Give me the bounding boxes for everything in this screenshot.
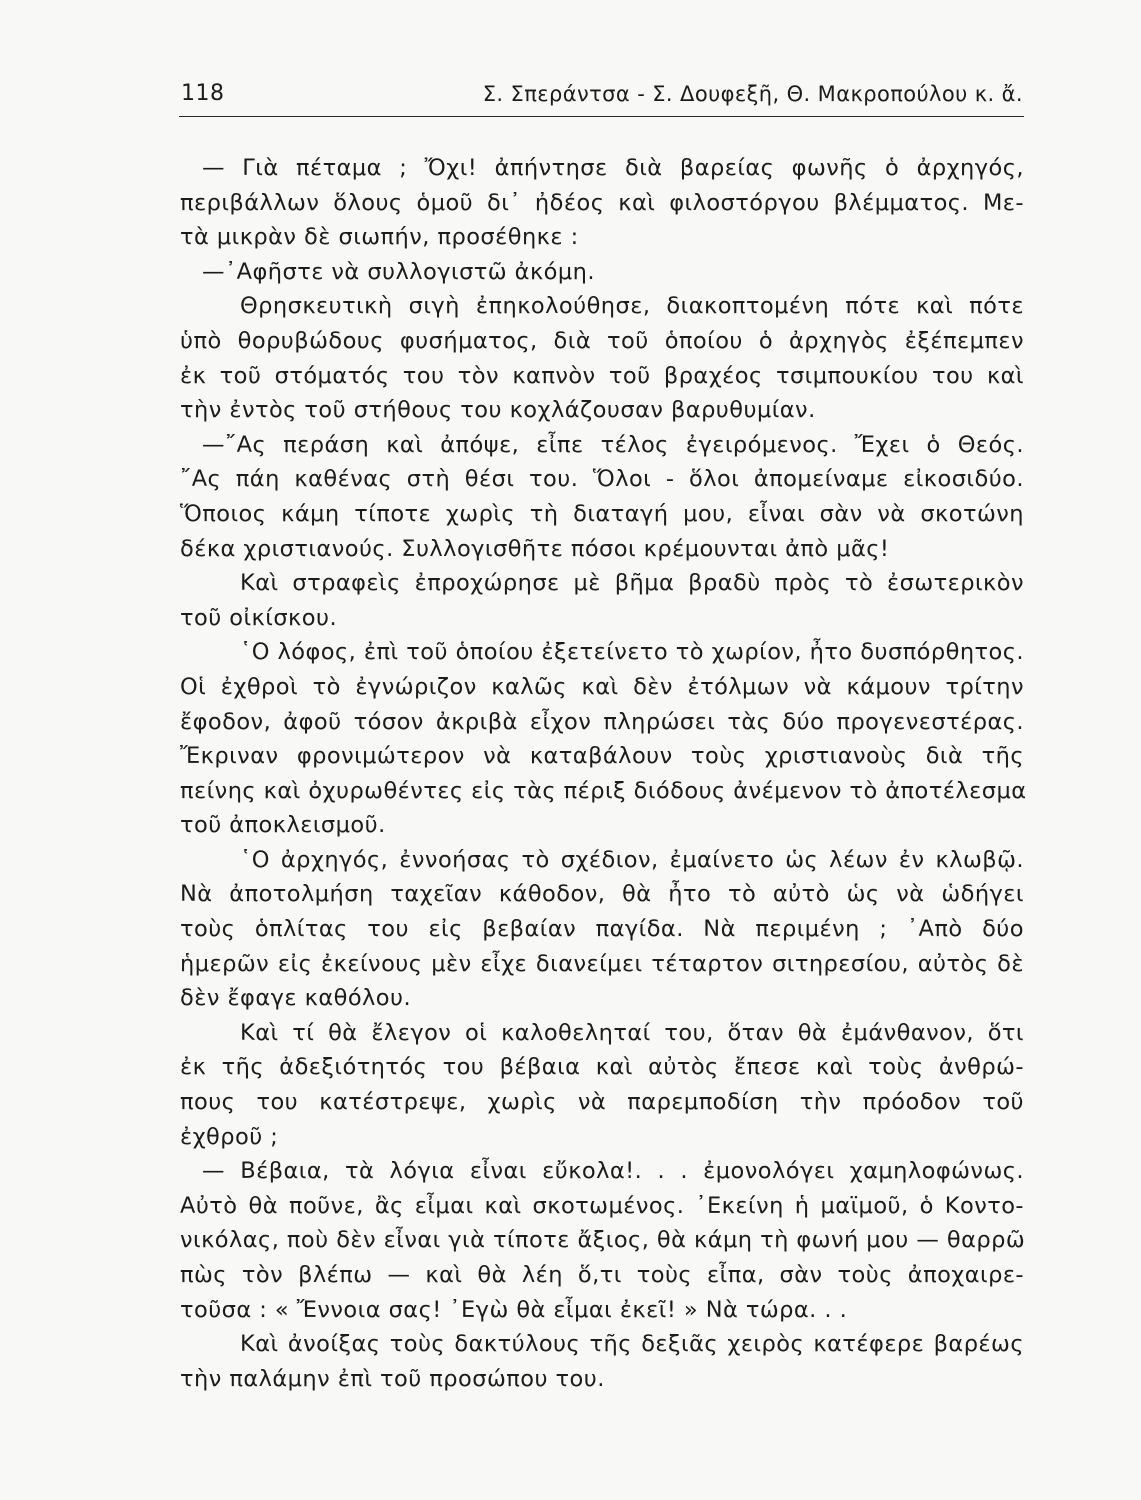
body-text (180, 151, 1027, 1396)
running-head: Σ. Σπεράντσα - Σ. Δουφεξῆ, Θ. Μακροπούλου κ. ἄ. (482, 82, 1023, 106)
text-line: πείνης καὶ ὀχυρωθέντες εἰς τὰς πέριξ διόδους ἀνέμενον τὸ ἀποτέλεσμα (180, 777, 1027, 804)
text-line: πὼς τὸν βλέπω — καὶ θὰ λέη ὅ,τι τοὺς εἶπα, σὰν τοὺς ἀποχαιρε- (180, 1262, 1024, 1288)
text-line: δέκα χριστιανούς. Συλλογισθῆτε πόσοι κρέμουνται ἀπὸ μᾶς! (180, 535, 890, 562)
text-line: ἐκ τοῦ στόματός του τὸν καπνὸν τοῦ βραχέος τσιμπουκίου του καὶ (180, 362, 1024, 389)
text-line: τοῦ οἰκίσκου. (180, 604, 338, 631)
text-line: Καὶ ἀνοίξας τοὺς δακτύλους τῆς δεξιᾶς χειρὸς κατέφερε βαρέως (240, 1331, 1024, 1358)
page-header (181, 80, 1023, 114)
text-line: τὴν ἐντὸς τοῦ στήθους του κοχλάζουσαν βαρυθυμίαν. (180, 397, 816, 424)
text-line: Αὐτὸ θὰ ποῦνε, ἂς εἶμαι καὶ σκοτωμένος. ᾽Εκείνη ἡ μαϊμοῦ, ὁ Κοντο- (180, 1192, 1024, 1219)
text-line: τὴν παλάμην ἐπὶ τοῦ προσώπου του. (180, 1365, 605, 1392)
text-line: τοῦ ἀποκλεισμοῦ. (180, 812, 386, 839)
text-line: δὲν ἔφαγε καθόλου. (180, 985, 412, 1012)
text-line: ἐκ τῆς ἀδεξιότητός του βέβαια καὶ αὐτὸς ἔπεσε καὶ τοὺς ἀνθρώ- (180, 1054, 1024, 1081)
text-line: — Βέβαια, τὰ λόγια εἶναι εὔκολα!. . . ἐμονολόγει χαμηλοφώνως. (202, 1158, 1024, 1185)
page-number: 118 (181, 81, 225, 106)
text-line: ἐχθροῦ ; (180, 1123, 279, 1150)
text-line: τοὺς ὁπλίτας του εἰς βεβαίαν παγίδα. Νὰ περιμένη ; ᾽Απὸ δύο (180, 916, 1024, 943)
text-line: ὑπὸ θορυβώδους φυσήματος, διὰ τοῦ ὁποίου ὁ ἀρχηγὸς ἐξέπεμπεν (180, 327, 1024, 354)
text-line: Νὰ ἀποτολμήση ταχεῖαν κάθοδον, θὰ ἦτο τὸ αὐτὸ ὡς νὰ ὡδήγει (180, 881, 1024, 908)
text-line: ἔφοδον, ἀφοῦ τόσον ἀκριβὰ εἶχον πληρώσει τὰς δύο προγενεστέρας. (180, 708, 1024, 735)
text-line: πους του κατέστρεψε, χωρὶς νὰ παρεμποδίση τὴν πρόοδον τοῦ (180, 1089, 1024, 1116)
text-line: νικόλας, ποὺ δὲν εἶναι γιὰ τίποτε ἄξιος, θὰ κάμη τὴ φωνή μου — θαρρῶ (180, 1227, 1026, 1254)
text-line: Ὅποιος κάμη τίποτε χωρὶς τὴ διαταγή μου, εἶναι σὰν νὰ σκοτώνη (180, 500, 1024, 527)
header-rule (179, 116, 1024, 117)
text-line: τοῦσα : « Ἔννοια σας! ᾽Εγὼ θὰ εἶμαι ἐκεῖ! » Νὰ τώρα. . . (180, 1296, 848, 1323)
text-line: τὰ μικρὰν δὲ σιωπήν, προσέθηκε : (180, 224, 579, 251)
text-line: περιβάλλων ὅλους ὁμοῦ δι᾽ ἠδέος καὶ φιλοστόργου βλέμματος. Με- (180, 189, 1024, 216)
text-line: ἡμερῶν εἰς ἐκείνους μὲν εἶχε διανείμει τέταρτον σιτηρεσίου, αὐτὸς δὲ (180, 950, 1024, 977)
text-line: ῎Ας πάη καθένας στὴ θέσι του. Ὅλοι - ὅλοι ἀπομείναμε εἰκοσιδύο. (180, 466, 1024, 493)
text-line: Θρησκευτικὴ σιγὴ ἐπηκολούθησε, διακοπτομένη πότε καὶ πότε (240, 293, 1024, 320)
text-line: —῎Ας περάση καὶ ἀπόψε, εἶπε τέλος ἐγειρόμενος. Ἔχει ὁ Θεός. (202, 431, 1024, 458)
text-line: Καὶ τί θὰ ἔλεγον οἱ καλοθεληταί του, ὅταν θὰ ἐμάνθανον, ὅτι (240, 1019, 1024, 1046)
text-line: ῾Ο λόφος, ἐπὶ τοῦ ὁποίου ἐξετείνετο τὸ χωρίον, ἦτο δυσπόρθητος. (240, 639, 1024, 666)
text-line: Ἔκριναν φρονιμώτερον νὰ καταβάλουν τοὺς χριστιανοὺς διὰ τῆς (180, 743, 1024, 770)
text-line: Οἱ ἐχθροὶ τὸ ἐγνώριζον καλῶς καὶ δὲν ἐτόλμων νὰ κάμουν τρίτην (180, 673, 1024, 700)
text-line: — Γιὰ πέταμα ; Ὄχι! ἀπήντησε διὰ βαρείας φωνῆς ὁ ἀρχηγός, (202, 155, 1024, 181)
text-line: —᾽Αφῆστε νὰ συλλογιστῶ ἀκόμη. (202, 258, 595, 285)
text-line: Καὶ στραφεὶς ἐπροχώρησε μὲ βῆμα βραδὺ πρὸς τὸ ἐσωτερικὸν (240, 570, 1024, 597)
text-line: ῾Ο ἀρχηγός, ἐννοήσας τὸ σχέδιον, ἐμαίνετο ὡς λέων ἐν κλωβῷ. (240, 846, 1024, 873)
